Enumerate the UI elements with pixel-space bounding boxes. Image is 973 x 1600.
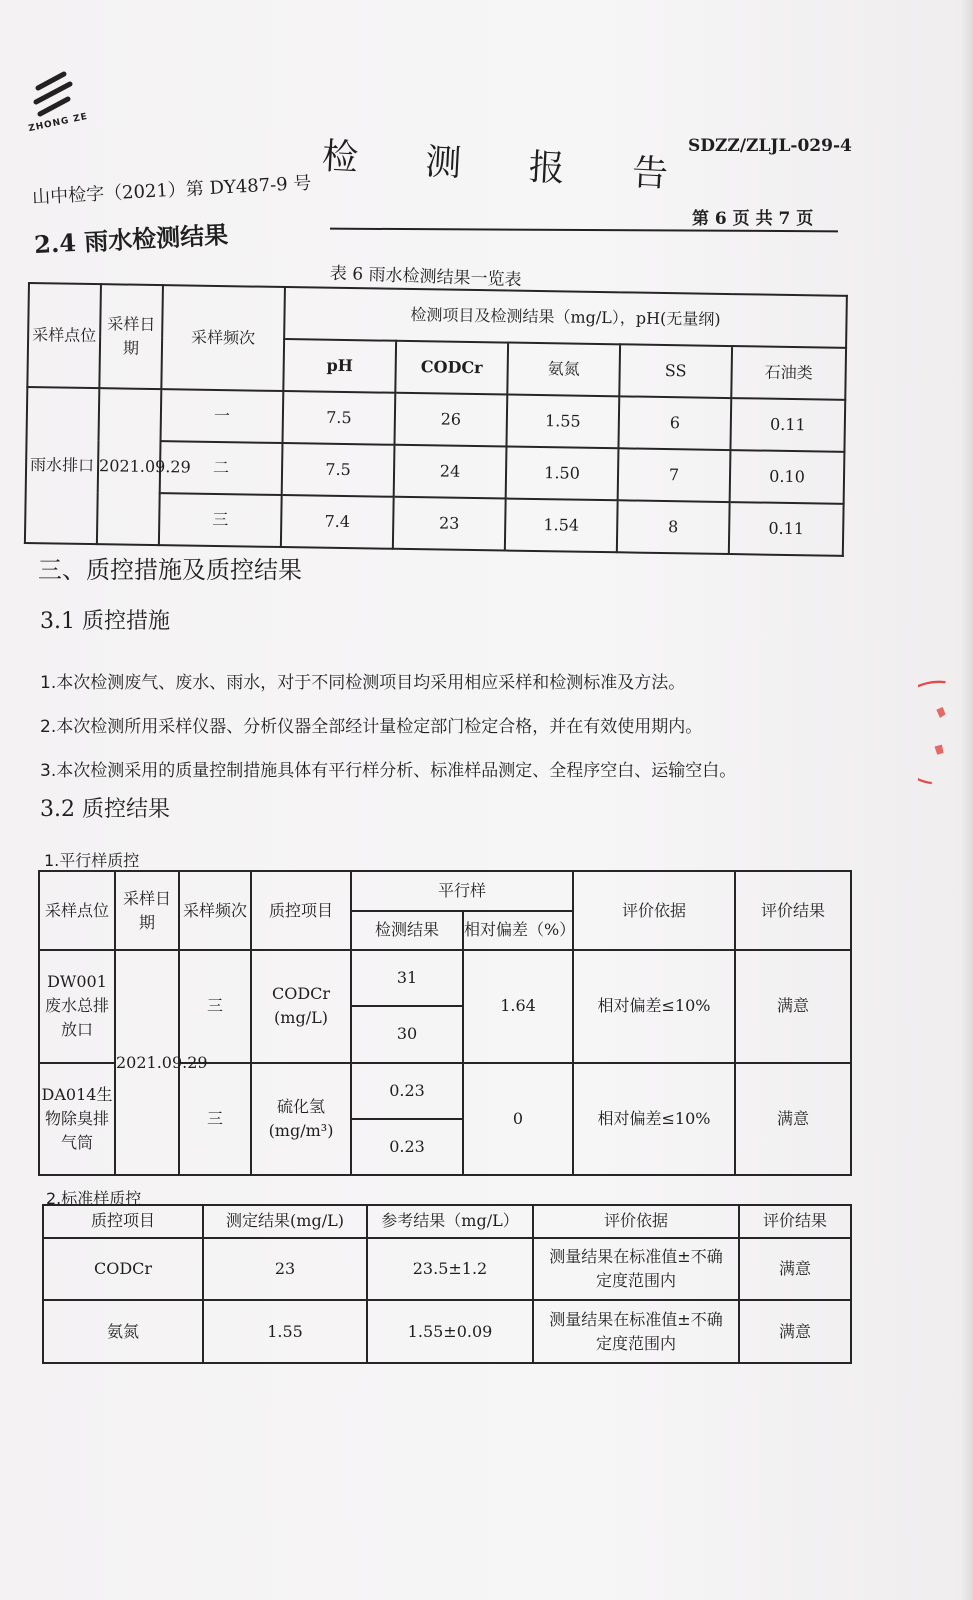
- value-cell: 8: [617, 500, 730, 554]
- freq-cell: 一: [161, 389, 284, 443]
- table-row: [39, 950, 851, 1006]
- value-cell: 0.10: [730, 450, 845, 504]
- value-cell: 1.55±0.09: [367, 1300, 533, 1363]
- header-cell: SS: [619, 344, 732, 398]
- freq-cell: 三: [179, 1063, 251, 1176]
- header-cell: CODCr: [395, 341, 508, 395]
- basis-cell: 相对偏差≤10%: [573, 950, 735, 1062]
- value-cell: 1.55: [506, 395, 619, 449]
- basis-cell: 测量结果在标准值±不确定度范围内: [533, 1300, 739, 1363]
- section-heading-2-4: 2.4 雨水检测结果: [33, 219, 229, 260]
- measure-paragraph: 3.本次检测采用的质量控制措施具体有平行样分析、标准样品测定、全程序空白、运输空白。: [40, 761, 737, 781]
- item-name: 硫化氢: [276, 1096, 325, 1116]
- value-cell: 24: [394, 445, 507, 499]
- site-cell: DW001废水总排放口: [39, 950, 115, 1062]
- document-code: SDZZ/ZLJL-029-4: [688, 136, 852, 156]
- header-cell: pH: [283, 339, 396, 393]
- eval-cell: 满意: [739, 1300, 851, 1363]
- date-cell: 2021.09.29: [115, 950, 179, 1175]
- header-cell: 质控项目: [43, 1205, 203, 1238]
- date-cell: 2021.09.29: [97, 388, 161, 545]
- header-cell: 采样日期: [99, 284, 163, 389]
- header-cell: 评价依据: [533, 1205, 739, 1238]
- eval-cell: 满意: [735, 1063, 851, 1176]
- item-unit: (mg/m³): [268, 1120, 334, 1140]
- header-cell: 氨氮: [507, 343, 620, 397]
- item-cell: 氨氮: [43, 1300, 203, 1363]
- parallel-qc-table: [38, 870, 852, 1176]
- item-cell: [251, 1063, 351, 1176]
- page-indicator: 第 6 页 共 7 页: [692, 209, 814, 229]
- report-number: 山中检字（2021）第 DY487-9 号: [31, 172, 312, 209]
- header-cell: 石油类: [731, 346, 846, 400]
- site-cell: DA014生物除臭排气筒: [39, 1063, 115, 1176]
- basis-cell: 相对偏差≤10%: [573, 1063, 735, 1176]
- rainwater-results-table: [24, 282, 848, 557]
- freq-cell: 三: [159, 493, 282, 547]
- header-cell: 相对偏差（%）: [463, 911, 573, 951]
- standard-qc-label: 2.标准样质控: [46, 1189, 142, 1208]
- value-cell: 1.55: [203, 1300, 367, 1363]
- value-cell: 23: [393, 497, 506, 551]
- section-heading-3-2: 3.2 质控结果: [40, 797, 170, 822]
- measure-paragraph: 1.本次检测废气、废水、雨水，对于不同检测项目均采用相应采样和检测标准及方法。: [40, 673, 686, 693]
- freq-cell: 三: [179, 950, 251, 1062]
- table-row: [43, 1300, 851, 1363]
- header-cell: 评价依据: [573, 871, 735, 950]
- value-cell: 0.23: [351, 1063, 463, 1119]
- deviation-cell: 1.64: [463, 950, 573, 1062]
- header-cell: 采样点位: [39, 871, 115, 950]
- table-row: [43, 1238, 851, 1301]
- value-cell: 1.54: [505, 499, 618, 553]
- value-cell: 7.4: [281, 495, 394, 549]
- value-cell: 26: [394, 393, 507, 447]
- item-cell: CODCr: [43, 1238, 203, 1301]
- eval-cell: 满意: [739, 1238, 851, 1301]
- header-cell: 采样频次: [179, 871, 251, 950]
- header-cell: 测定结果(mg/L): [203, 1205, 367, 1238]
- value-cell: 0.11: [729, 502, 844, 556]
- value-cell: 7.5: [283, 391, 396, 445]
- freq-cell: 二: [160, 441, 283, 495]
- value-cell: 0.23: [351, 1119, 463, 1175]
- section-heading-3-1: 3.1 质控措施: [40, 609, 170, 634]
- page-edge-shadow: [960, 0, 973, 1600]
- site-cell: 雨水排口: [25, 387, 99, 544]
- logo-wordmark: ZHONG ZE: [27, 111, 89, 135]
- eval-cell: 满意: [735, 950, 851, 1062]
- header-cell: 参考结果（mg/L）: [367, 1205, 533, 1238]
- value-cell: 30: [351, 1006, 463, 1062]
- header-cell: 检测项目及检测结果（mg/L），pH(无量纲): [284, 287, 847, 348]
- section-heading-3: 三、质控措施及质控结果: [38, 556, 302, 584]
- deviation-cell: 0: [463, 1063, 573, 1176]
- header-cell: 评价结果: [739, 1205, 851, 1238]
- value-cell: 7: [618, 448, 731, 502]
- basis-cell: 测量结果在标准值±不确定度范围内: [533, 1238, 739, 1301]
- item-cell: [251, 950, 351, 1062]
- value-cell: 23: [203, 1238, 367, 1301]
- item-unit: (mg/L): [274, 1008, 328, 1028]
- item-name: CODCr: [271, 984, 331, 1004]
- value-cell: 23.5±1.2: [367, 1238, 533, 1301]
- header-cell: 采样点位: [27, 283, 101, 388]
- value-cell: 1.50: [506, 447, 619, 501]
- standard-qc-table: [42, 1204, 852, 1364]
- value-cell: 6: [618, 396, 731, 450]
- value-cell: 31: [351, 950, 463, 1006]
- header-cell: 采样日期: [115, 871, 179, 950]
- header-cell: 平行样: [351, 871, 573, 911]
- header-cell: 检测结果: [351, 911, 463, 951]
- header-cell: 评价结果: [735, 871, 851, 950]
- header-cell: 质控项目: [251, 871, 351, 950]
- value-cell: 0.11: [730, 398, 845, 452]
- table-caption: 表 6 雨水检测结果一览表: [329, 263, 522, 291]
- measure-paragraph: 2.本次检测所用采样仪器、分析仪器全部经计量检定部门检定合格，并在有效使用期内。: [40, 717, 703, 737]
- report-title: 检 测 报 告: [321, 136, 698, 197]
- parallel-qc-label: 1.平行样质控: [44, 851, 140, 870]
- value-cell: 7.5: [282, 443, 395, 497]
- header-cell: 采样频次: [161, 285, 285, 391]
